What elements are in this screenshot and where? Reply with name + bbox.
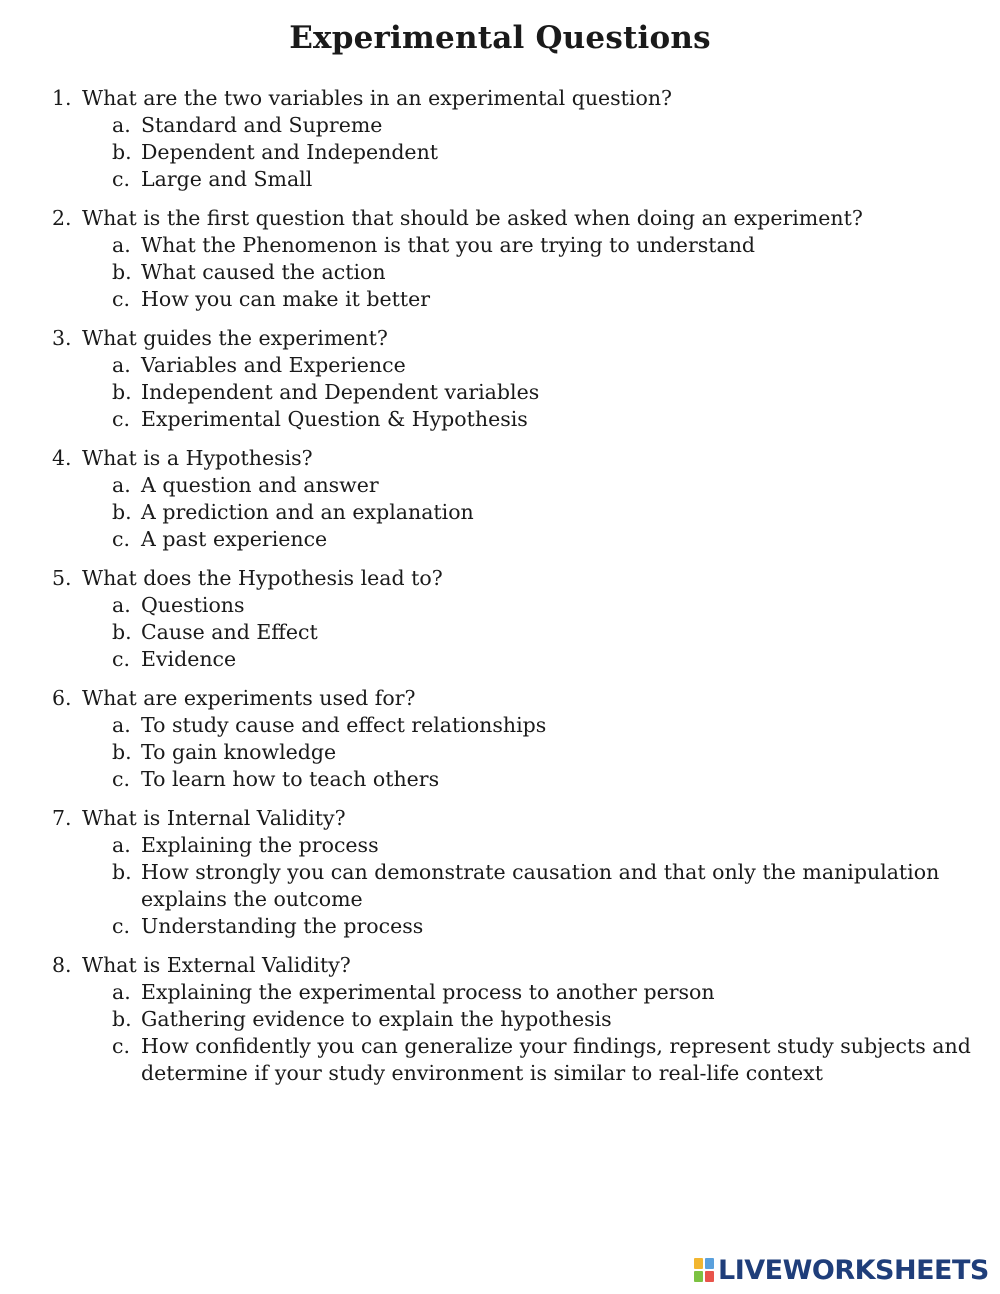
option-text: To gain knowledge: [141, 740, 337, 764]
question-number: 2.: [52, 206, 72, 230]
answer-option[interactable]: [112, 286, 982, 313]
question-line: [52, 952, 982, 979]
question-number: 3.: [52, 326, 72, 350]
question-line: [52, 85, 982, 112]
answer-option[interactable]: [112, 832, 982, 859]
question-8: [52, 952, 982, 1087]
answer-option[interactable]: [112, 472, 982, 499]
answer-option[interactable]: [112, 166, 982, 193]
question-3: [52, 325, 982, 433]
option-text: Standard and Supreme: [141, 113, 383, 137]
question-number: 5.: [52, 566, 72, 590]
answer-option[interactable]: [112, 379, 982, 406]
option-letter: b.: [112, 740, 132, 764]
option-letter: b.: [112, 260, 132, 284]
option-text: Independent and Dependent variables: [141, 380, 540, 404]
option-letter: c.: [112, 767, 130, 791]
option-text: How strongly you can demonstrate causation and that only the manipulation explains the outcome: [141, 860, 940, 911]
answer-option[interactable]: [112, 859, 982, 913]
logo-square: [705, 1258, 714, 1269]
answer-option[interactable]: [112, 526, 982, 553]
answer-option[interactable]: [112, 592, 982, 619]
question-4: [52, 445, 982, 553]
option-letter: a.: [112, 833, 131, 857]
question-text: What are experiments used for?: [82, 686, 416, 710]
option-letter: b.: [112, 500, 132, 524]
option-text: A question and answer: [141, 473, 379, 497]
answer-option[interactable]: [112, 1033, 982, 1087]
answer-option[interactable]: [112, 352, 982, 379]
option-letter: a.: [112, 980, 131, 1004]
page-title: Experimental Questions: [289, 20, 711, 56]
option-letter: c.: [112, 167, 130, 191]
answer-option[interactable]: [112, 739, 982, 766]
question-text: What is a Hypothesis?: [82, 446, 313, 470]
option-text: Large and Small: [141, 167, 313, 191]
option-letter: c.: [112, 914, 130, 938]
option-letter: b.: [112, 1007, 132, 1031]
option-letter: a.: [112, 473, 131, 497]
question-text: What is Internal Validity?: [82, 806, 346, 830]
option-letter: c.: [112, 647, 130, 671]
answer-option[interactable]: [112, 619, 982, 646]
option-text: Variables and Experience: [141, 353, 406, 377]
option-text: Explaining the process: [141, 833, 379, 857]
question-list: [52, 85, 982, 1099]
answer-option[interactable]: [112, 232, 982, 259]
question-text: What are the two variables in an experimental question?: [82, 86, 673, 110]
question-text: What does the Hypothesis lead to?: [82, 566, 443, 590]
option-text: To study cause and effect relationships: [141, 713, 547, 737]
question-5: [52, 565, 982, 673]
option-letter: c.: [112, 1034, 130, 1058]
option-text: What the Phenomenon is that you are trying to understand: [141, 233, 756, 257]
brand-logo: [694, 1255, 989, 1285]
option-text: A prediction and an explanation: [141, 500, 474, 524]
option-text: Questions: [141, 593, 245, 617]
logo-square: [705, 1271, 714, 1282]
answer-option[interactable]: [112, 1006, 982, 1033]
question-line: [52, 805, 982, 832]
question-6: [52, 685, 982, 793]
option-letter: b.: [112, 620, 132, 644]
option-text: How you can make it better: [141, 287, 431, 311]
question-2: [52, 205, 982, 313]
question-number: 4.: [52, 446, 72, 470]
question-line: [52, 445, 982, 472]
logo-grid-icon: [694, 1258, 714, 1282]
answer-option[interactable]: [112, 766, 982, 793]
answer-option[interactable]: [112, 499, 982, 526]
question-text: What is External Validity?: [82, 953, 351, 977]
answer-option[interactable]: [112, 913, 982, 940]
question-line: [52, 565, 982, 592]
option-text: Experimental Question & Hypothesis: [141, 407, 528, 431]
question-number: 8.: [52, 953, 72, 977]
answer-option[interactable]: [112, 406, 982, 433]
question-number: 7.: [52, 806, 72, 830]
option-letter: a.: [112, 233, 131, 257]
answer-option[interactable]: [112, 139, 982, 166]
question-line: [52, 685, 982, 712]
logo-square: [694, 1271, 703, 1282]
question-line: [52, 325, 982, 352]
option-letter: c.: [112, 287, 130, 311]
option-letter: a.: [112, 593, 131, 617]
option-text: A past experience: [141, 527, 328, 551]
question-7: [52, 805, 982, 940]
brand-name: LIVEWORKSHEETS: [718, 1254, 989, 1286]
option-letter: b.: [112, 140, 132, 164]
option-text: Evidence: [141, 647, 237, 671]
option-letter: a.: [112, 353, 131, 377]
answer-option[interactable]: [112, 112, 982, 139]
option-text: To learn how to teach others: [141, 767, 440, 791]
answer-option[interactable]: [112, 712, 982, 739]
question-1: [52, 85, 982, 193]
answer-option[interactable]: [112, 259, 982, 286]
option-letter: c.: [112, 407, 130, 431]
option-letter: b.: [112, 860, 132, 884]
option-letter: a.: [112, 113, 131, 137]
question-number: 6.: [52, 686, 72, 710]
option-text: Dependent and Independent: [141, 140, 439, 164]
option-letter: a.: [112, 713, 131, 737]
option-text: Understanding the process: [141, 914, 424, 938]
option-letter: c.: [112, 527, 130, 551]
question-text: What guides the experiment?: [82, 326, 388, 350]
option-text: Explaining the experimental process to another person: [141, 980, 715, 1004]
option-letter: b.: [112, 380, 132, 404]
logo-square: [694, 1258, 703, 1269]
question-line: [52, 205, 982, 232]
option-text: How confidently you can generalize your findings, represent study subjects and determine if your study environment is similar to real-life context: [141, 1034, 971, 1085]
question-number: 1.: [52, 86, 72, 110]
option-text: Gathering evidence to explain the hypothesis: [141, 1007, 612, 1031]
option-text: What caused the action: [141, 260, 386, 284]
answer-option[interactable]: [112, 646, 982, 673]
option-text: Cause and Effect: [141, 620, 318, 644]
answer-option[interactable]: [112, 979, 982, 1006]
question-text: What is the first question that should be asked when doing an experiment?: [82, 206, 863, 230]
